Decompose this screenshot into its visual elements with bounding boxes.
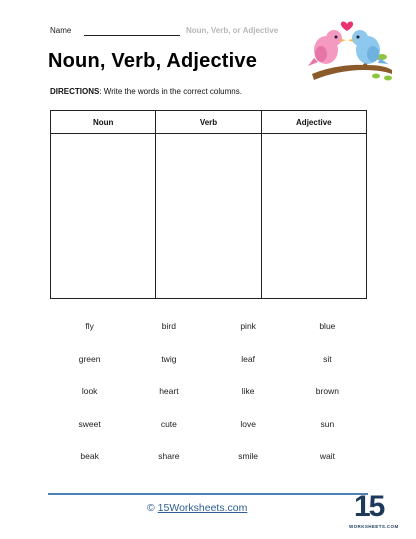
directions-label: DIRECTIONS	[50, 87, 100, 96]
word-item: like	[241, 386, 255, 396]
site-link[interactable]: 15Worksheets.com	[157, 502, 248, 514]
word-item: blue	[319, 321, 336, 331]
adjective-column-header: Adjective	[262, 111, 366, 134]
word-item: bird	[161, 321, 176, 331]
logo-number: 15	[354, 490, 384, 523]
birds-on-branch-illustration	[306, 18, 396, 90]
name-label: Name	[50, 26, 72, 35]
footer-divider	[48, 493, 368, 495]
word-item: sweet	[78, 418, 101, 429]
verb-column-area[interactable]	[156, 134, 260, 298]
word-item: wait	[319, 451, 335, 461]
word-item: share	[158, 451, 180, 461]
word-item: heart	[159, 386, 179, 396]
copyright-symbol: ©	[147, 502, 155, 514]
page-title: Noun, Verb, Adjective	[48, 50, 258, 72]
word-item: sun	[320, 418, 335, 429]
word-item: brown	[315, 386, 339, 396]
name-line[interactable]	[84, 35, 180, 36]
directions-text: : Write the words in the correct columns.	[99, 87, 242, 96]
adjective-column	[262, 111, 366, 298]
footer-credit[interactable]	[147, 502, 247, 514]
word-item: cute	[160, 418, 177, 429]
adjective-column-area[interactable]	[262, 134, 366, 298]
noun-column-header: Noun	[51, 111, 155, 134]
word-item: smile	[238, 451, 259, 461]
logo-text: WORKSHEETS.COM	[349, 524, 399, 529]
verb-column	[156, 111, 261, 298]
word-item: sit	[323, 353, 332, 364]
word-bank	[50, 320, 367, 462]
word-item: leaf	[241, 353, 255, 364]
verb-column-header: Verb	[156, 111, 260, 134]
word-item: pink	[240, 321, 256, 331]
noun-column	[51, 111, 156, 298]
worksheet-subtitle: Noun, Verb, or Adjective	[186, 26, 279, 35]
word-item: love	[240, 418, 256, 429]
word-item: look	[81, 386, 98, 396]
noun-column-area[interactable]	[51, 134, 155, 298]
pink-bird-icon	[308, 30, 346, 66]
word-item: beak	[80, 451, 99, 461]
word-item: fly	[85, 321, 94, 331]
directions	[50, 87, 242, 96]
sorting-table	[50, 110, 367, 299]
word-item: twig	[161, 353, 177, 364]
word-item: green	[78, 353, 101, 364]
heart-icon	[341, 21, 353, 31]
